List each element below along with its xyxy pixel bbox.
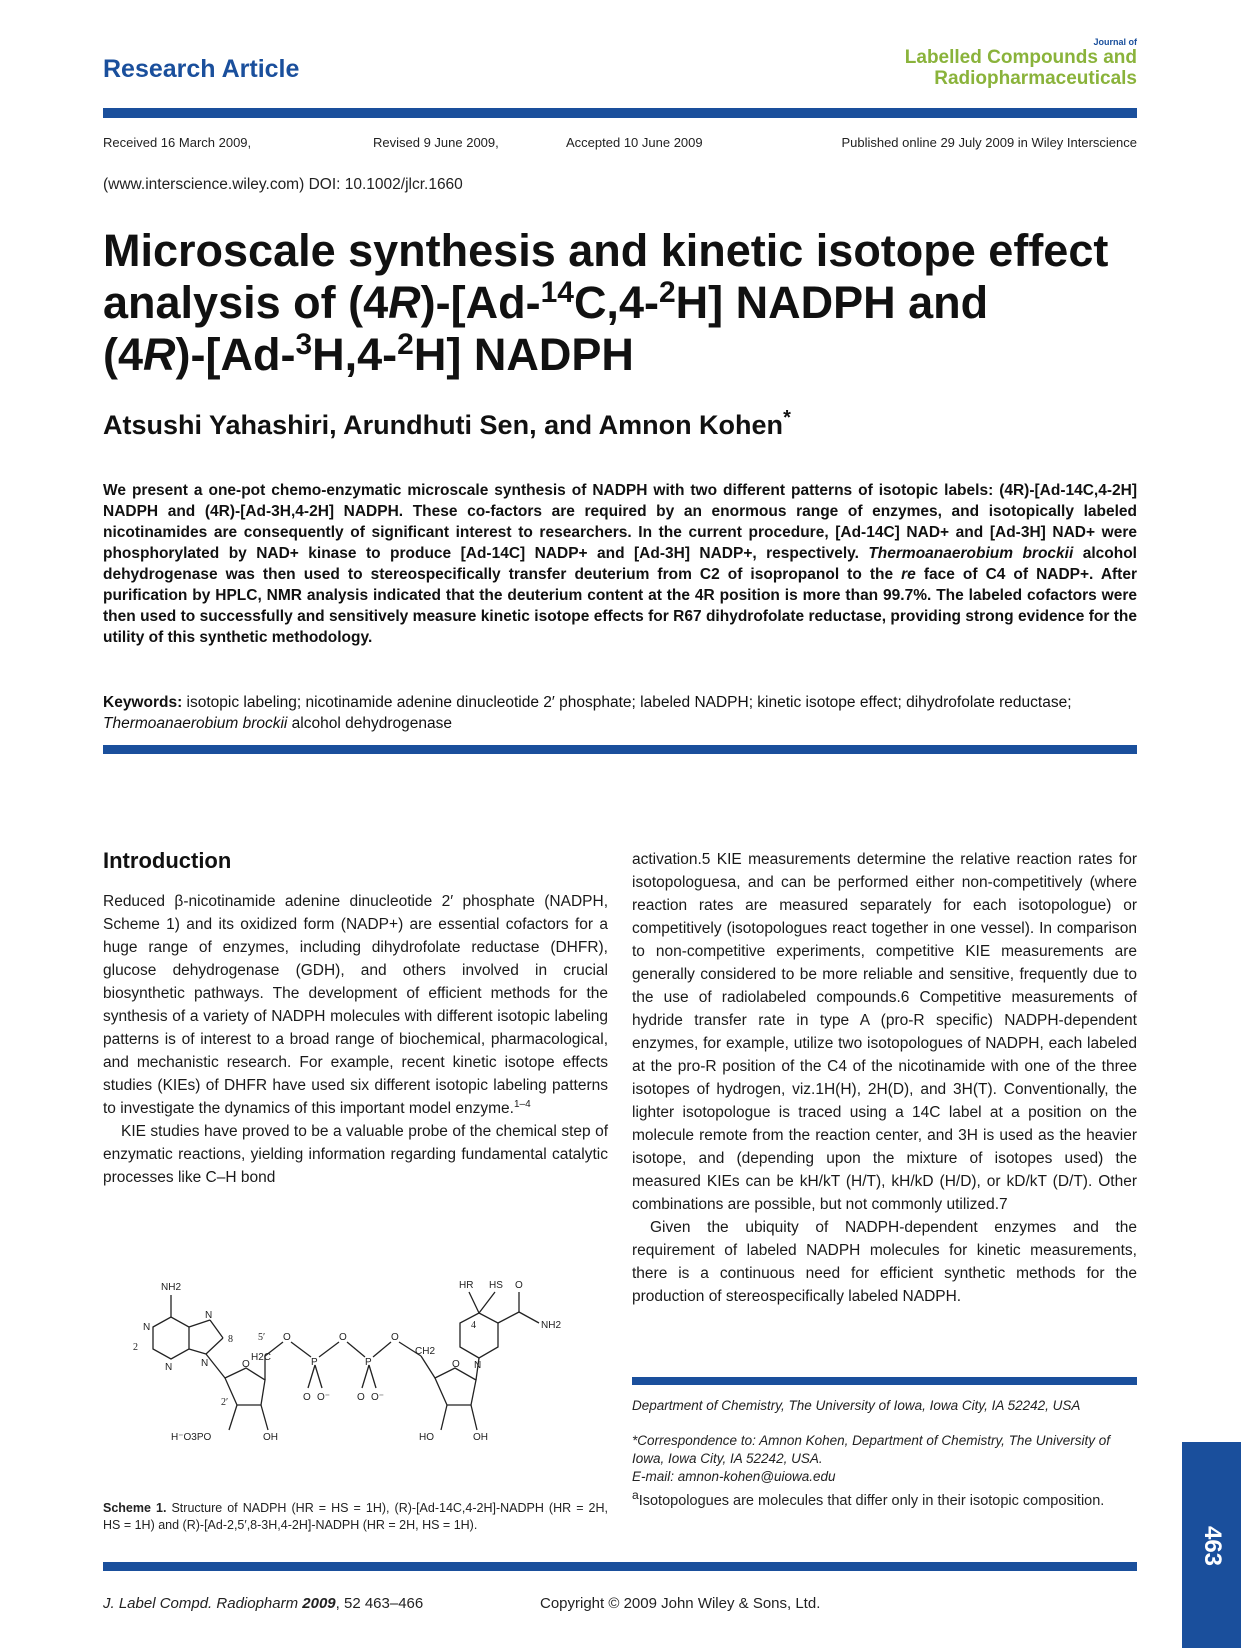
label-o-link2: O	[391, 1332, 399, 1343]
label-nh2-top: NH2	[161, 1282, 182, 1293]
title-line-1: Microscale synthesis and kinetic isotope effect	[103, 225, 1109, 276]
scheme-1-caption: Scheme 1. Structure of NADPH (HR = HS = 1H), (R)-[Ad-14C,4-2H]-NADPH (HR = 2H, HS = 1H) and (R)-[Ad-2,5′,8-3H,4-2H]-NADPH (HR = 2H, HS = 1H).	[103, 1501, 608, 1532]
published-date: Published online 29 July 2009 in Wiley Interscience	[841, 135, 1137, 150]
label-hr: HR	[459, 1280, 474, 1291]
journal-logo-line2: Radiopharmaceuticals	[934, 68, 1137, 89]
accepted-date: Accepted 10 June 2009	[566, 135, 703, 150]
correspondence: *Correspondence to: Amnon Kohen, Department of Chemistry, The University of Iowa, Iowa City, IA 52242, USA.	[632, 1433, 1110, 1466]
scheme-1-structure	[103, 1270, 608, 1490]
label-o-bridge: O	[339, 1332, 347, 1343]
label-n3: N	[165, 1362, 173, 1373]
title-line-3: (4R)-[Ad-$^3$H,4-$^2$H] NADPH	[103, 328, 634, 380]
received-date: Received 16 March 2009,	[103, 135, 252, 150]
affiliation: Department of Chemistry, The University of Iowa, Iowa City, IA 52242, USA	[632, 1398, 1081, 1413]
revised-date: Revised 9 June 2009,	[373, 135, 499, 150]
label-h2c: H2C	[251, 1352, 272, 1363]
label-n7: N	[205, 1310, 213, 1321]
label-2prime: 2′	[221, 1397, 229, 1408]
label-ring-o1: O	[242, 1359, 250, 1370]
header-rule	[103, 108, 1137, 118]
label-hs: HS	[489, 1280, 503, 1291]
label-o-p1b: O⁻	[317, 1392, 331, 1403]
label-4: 4	[471, 1320, 476, 1331]
label-amide-nh2: NH2	[541, 1320, 562, 1331]
journal-logo-line1: Labelled Compounds and	[904, 47, 1137, 68]
author-list	[103, 407, 791, 441]
label-n-nic: N	[474, 1360, 482, 1371]
footer-rule	[103, 1562, 1137, 1571]
footer-copyright: Copyright © 2009 John Wiley & Sons, Ltd.	[540, 1595, 821, 1612]
title-line-2: analysis of (4R)-[Ad-$^{14}$C,4-$^2$H] NADPH and	[103, 276, 989, 328]
label-phosphate: H⁻O3PO	[171, 1432, 212, 1443]
label-o-p1a: O	[303, 1392, 311, 1403]
label-ho2: HO	[419, 1432, 434, 1443]
journal-logo-small: Journal of	[1093, 37, 1137, 47]
body-column-right	[632, 848, 1137, 1308]
intro-paragraph-2: KIE studies have proved to be a valuable probe of the chemical step of enzymatic reactions, yielding information regarding fundamental catalytic processes like C–H bond	[103, 1123, 608, 1186]
label-8: 8	[228, 1334, 233, 1345]
abstract-rule	[103, 745, 1137, 754]
doi-line[interactable]: (www.interscience.wiley.com) DOI: 10.1002/jlcr.1660	[103, 176, 463, 193]
label-oh2: OH	[473, 1432, 488, 1443]
label-o-link1: O	[283, 1332, 291, 1343]
label-p2: P	[365, 1357, 372, 1368]
page-number: 463	[1199, 1525, 1226, 1567]
author-names: Atsushi Yahashiri, Arundhuti Sen, and Amnon Kohen	[103, 410, 784, 440]
label-5prime: 5′	[258, 1332, 266, 1343]
label-o-p2b: O⁻	[371, 1392, 385, 1403]
footnote-a: $^a$Isotopologues are molecules that differ only in their isotopic composition.	[632, 1488, 1105, 1509]
keywords: Keywords: isotopic labeling; nicotinamide adenine dinucleotide 2′ phosphate; labeled NADPH; kinetic isotope effect; dihydrofolate reductase; Thermoanaerobium brockii alcohol dehydrogenase	[103, 694, 1072, 732]
intro-paragraph-1: Reduced β-nicotinamide adenine dinucleotide 2′ phosphate (NADPH, Scheme 1) and its oxidized form (NADP+) are essential cofactors for a huge range of enzymes, including dihydrofolate reductase (DHFR), glucose dehydrogenase (GDH), and others involved in crucial biosynthetic pathways. The development of efficient methods for the synthesis of a variety of NADPH molecules with different isotopic labeling patterns is of interest to a broad range of biochemical, pharmacological, and mechanistic research. For example, recent kinetic isotope effects studies (KIEs) of DHFR have used six different isotopic labeling patterns to investigate the dynamics of this important model enzyme.$^{1-4}$	[103, 893, 608, 1117]
footer-citation: J. Label Compd. Radiopharm 2009, 52 463–466	[103, 1595, 424, 1612]
label-o-p2a: O	[357, 1392, 365, 1403]
label-carbonyl-o: O	[515, 1280, 523, 1291]
label-ring-o2: O	[452, 1359, 460, 1370]
label-ch2: CH2	[415, 1346, 436, 1357]
scheme-caption-label: Scheme 1.	[103, 1501, 167, 1515]
section-label: Research Article	[103, 55, 300, 83]
introduction-heading: Introduction	[103, 848, 232, 873]
page-number-tab	[1182, 1442, 1241, 1648]
label-oh1: OH	[263, 1432, 278, 1443]
email[interactable]: E-mail: amnon-kohen@uiowa.edu	[632, 1469, 836, 1484]
article-title	[103, 225, 1143, 381]
journal-logo	[905, 38, 1137, 89]
label-2: 2	[133, 1342, 138, 1353]
corresponding-mark: *	[783, 407, 791, 429]
abstract: We present a one-pot chemo-enzymatic microscale synthesis of NADPH with two different patterns of isotopic labels: (4R)-[Ad-14C,4-2H] NADPH and (4R)-[Ad-3H,4-2H] NADPH. These co-factors are required by an enormous range of enzymes, and isotopically labeled nicotinamides are consequently of significant interest to researchers. In the current procedure, [Ad-14C] NAD+ and [Ad-3H] NAD+ were phosphorylated by NAD+ kinase to produce [Ad-14C] NADP+ and [Ad-3H] NADP+, respectively. Thermoanaerobium brockii alcohol dehydrogenase was then used to stereospecifically transfer deuterium from C2 of isopropanol to the re face of C4 of NADP+. After purification by HPLC, NMR analysis indicated that the deuterium content at the 4R position is more than 99.7%. The labeled cofactors were then used to successfully and sensitively measure kinetic isotope effects for R67 dihydrofolate reductase, providing strong evidence for the utility of this synthetic methodology.	[103, 482, 1137, 646]
notes-rule	[632, 1377, 1137, 1385]
keywords-label: Keywords:	[103, 694, 183, 711]
label-p1: P	[311, 1357, 318, 1368]
intro-paragraph-3: activation.5 KIE measurements determine the relative reaction rates for isotopologuesa, and can be performed either non-competitively (where reaction rates are measured separately for each isotopologue) or competitively (isotopologues react together in one vessel). In comparison to non-competitive experiments, competitive KIE measurements are generally considered to be more reliable and sensitive, frequently due to the use of radiolabeled compounds.6 Competitive measurements of hydride transfer rate in type A (pro-R specific) NADPH-dependent enzymes, for example, utilize two isotopologues of NADPH, each labeled at the pro-R position of the C4 of the nicotinamide with one of the three isotopes of hydrogen, viz.1H(H), 2H(D), and 3H(T). Conventionally, the lighter isotopologue is traced using a 14C label at a position on the molecule remote from the reaction center, and 3H is used as the heavier isotope, and (depending upon the mixture of isotopes used) the measured KIEs can be kH/kT (H/T), kH/kD (H/D), or kD/kT (D/T). Other combinations are possible, but not commonly utilized.7	[632, 851, 1137, 1213]
body-column-left	[103, 890, 608, 1189]
label-n9: N	[201, 1358, 209, 1369]
intro-paragraph-4: Given the ubiquity of NADPH-dependent enzymes and the requirement of labeled NADPH molecules for kinetic measurements, there is a continuous need for efficient synthetic methods for the production of stereospecifically labeled NADPH.	[632, 1219, 1137, 1305]
label-n1: N	[143, 1322, 151, 1333]
